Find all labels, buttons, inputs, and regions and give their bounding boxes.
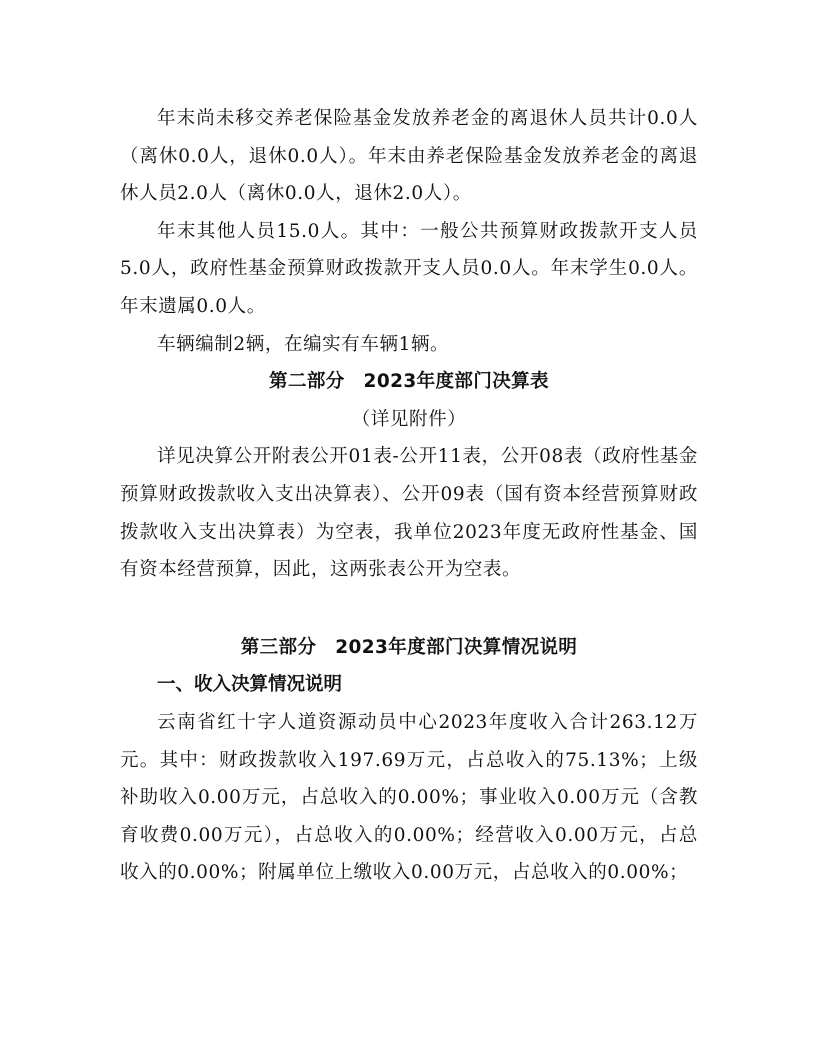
paragraph-retirees: 年末尚未移交养老保险基金发放养老金的离退休人员共计0.0人（离休0.0人，退休0.0人）。年末由养老保险基金发放养老金的离退休人员2.0人（离休0.0人，退休2.0人）。 [120, 108, 698, 205]
section1-title: 一、收入决算情况说明 [157, 674, 343, 696]
paragraph-part2: 详见决算公开附表公开01表-公开11表，公开08表（政府性基金预算财政拨款收入支出决算表）、公开09表（国有资本经营预算财政拨款收入支出决算表）为空表，我单位2023年度无政府性基金、国有资本经营预算，因此，这两张表公开为空表。 [120, 446, 698, 581]
section-gap [120, 589, 698, 629]
part3-title: 第三部分 2023年度部门决算情况说明 [240, 636, 578, 658]
paragraph-vehicles: 车辆编制2辆，在编实有车辆1辆。 [157, 333, 450, 355]
paragraph-income: 云南省红十字人道资源动员中心2023年度收入合计263.12万元。其中：财政拨款收入197.69万元，占总收入的75.13%；上级补助收入0.00万元，占总收入的0.00%；事业收入0.00万元（含教育收费0.00万元），占总收入的0.00%；经营收入0.00万元，占总收入的0.00%；附属单位上缴收入0.00万元，占总收入的0.00%； [120, 711, 698, 884]
document-page [120, 100, 698, 892]
paragraph-other-staff: 年末其他人员15.0人。其中：一般公共预算财政拨款开支人员5.0人，政府性基金预算财政拨款开支人员0.0人。年末学生0.0人。年末遗属0.0人。 [120, 220, 698, 317]
part2-title: 第二部分 2023年度部门决算表 [269, 371, 549, 393]
part2-subtitle: （详见附件） [351, 408, 467, 430]
